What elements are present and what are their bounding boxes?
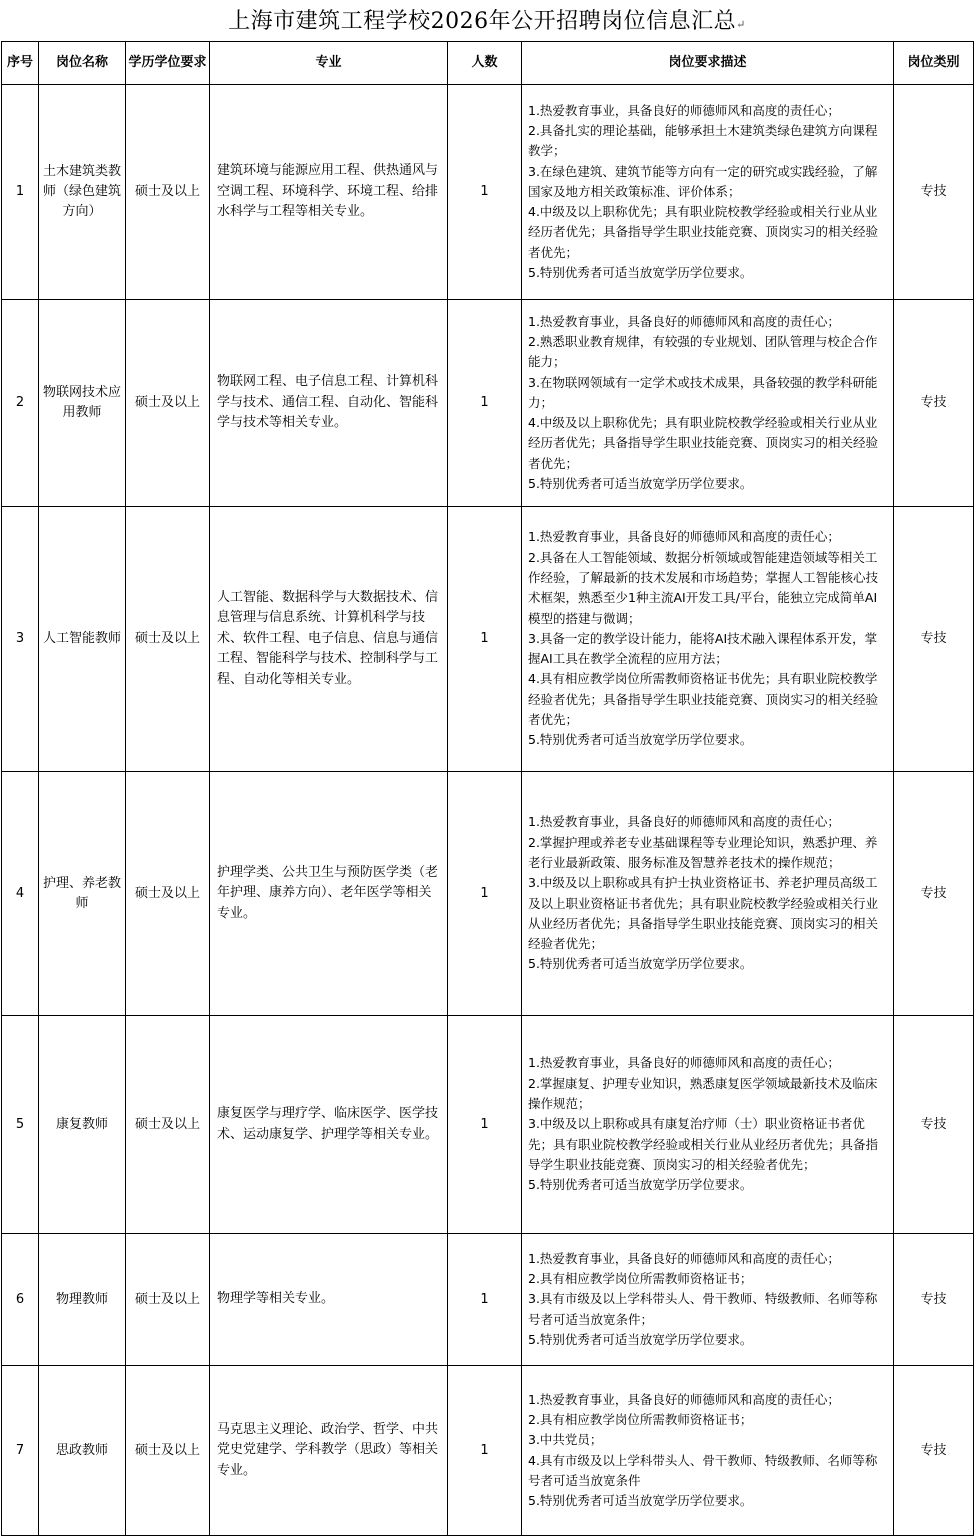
cell-major: 建筑环境与能源应用工程、供热通风与空调工程、环境科学、环境工程、给排水科学与工程等相关专业。 xyxy=(210,85,448,300)
cell-requirements xyxy=(522,1366,894,1536)
header-index: 序号 xyxy=(2,42,39,85)
requirement-item: 2.具备在人工智能领域、数据分析领域或智能建造领域等相关工作经验，了解最新的技术发展和市场趋势；掌握人工智能核心技术框架，熟悉至少1种主流AI开发工具/平台，能独立完成简单AI模型的搭建与微调； xyxy=(528,549,879,626)
requirement-item: 5.特别优秀者可适当放宽学历学位要求。 xyxy=(528,1493,753,1509)
requirement-item: 3.在绿色建筑、建筑节能等方向有一定的研究或实践经验，了解国家及地方相关政策标准、评价体系； xyxy=(528,163,878,199)
requirement-item: 1.热爱教育事业，具备良好的师德师风和高度的责任心； xyxy=(528,1250,840,1266)
table-row xyxy=(2,300,974,507)
requirement-item: 3.中共党员； xyxy=(528,1432,603,1448)
cell-requirements xyxy=(522,1234,894,1366)
cell-degree: 硕士及以上 xyxy=(126,1366,210,1536)
requirement-item: 3.中级及以上职称或具有康复治疗师（士）职业资格证书者优先；具有职业院校教学经验或相关行业从业经历者优先；具备指导学生职业技能竞赛、顶岗实习的相关经验者优先； xyxy=(528,1116,879,1172)
requirement-item: 3.具有市级及以上学科带头人、骨干教师、特级教师、名师等称号者可适当放宽条件； xyxy=(528,1291,878,1327)
cell-index: 7 xyxy=(2,1366,39,1536)
requirement-item: 4.中级及以上职称优先；具有职业院校教学经验或相关行业从业经历者优先；具备指导学生职业技能竞赛、顶岗实习的相关经验者优先； xyxy=(528,204,879,260)
table-row xyxy=(2,85,974,300)
cell-major: 人工智能、数据科学与大数据技术、信息管理与信息系统、计算机科学与技术、软件工程、电子信息、信息与通信工程、智能科学与技术、控制科学与工程、自动化等相关专业。 xyxy=(210,507,448,772)
header-category: 岗位类别 xyxy=(894,42,974,85)
cell-position-name: 康复教师 xyxy=(39,1016,126,1234)
cell-count: 1 xyxy=(448,1016,522,1234)
requirement-item: 1.热爱教育事业，具备良好的师德师风和高度的责任心； xyxy=(528,313,840,329)
table-row xyxy=(2,1016,974,1234)
header-row xyxy=(2,42,974,85)
requirement-item: 4.具有市级及以上学科带头人、骨干教师、特级教师、名师等称号者可适当放宽条件 xyxy=(528,1452,878,1488)
cell-degree: 硕士及以上 xyxy=(126,1016,210,1234)
cell-requirements xyxy=(522,772,894,1016)
cell-requirements xyxy=(522,507,894,772)
requirement-item: 1.热爱教育事业，具备良好的师德师风和高度的责任心； xyxy=(528,1391,840,1407)
cell-position-name: 物联网技术应用教师 xyxy=(39,300,126,507)
paragraph-mark: ↵ xyxy=(736,18,746,31)
cell-requirements xyxy=(522,300,894,507)
cell-requirements xyxy=(522,85,894,300)
requirement-item: 2.掌握康复、护理专业知识，熟悉康复医学领域最新技术及临床操作规范； xyxy=(528,1075,878,1112)
cell-category: 专技 xyxy=(894,507,974,772)
requirement-item: 5.特别优秀者可适当放宽学历学位要求。 xyxy=(528,956,753,972)
cell-position-name: 护理、养老教师 xyxy=(39,772,126,1016)
requirement-item: 4.具有相应教学岗位所需教师资格证书优先；具有职业院校教学经验者优先；具备指导学生职业技能竞赛、顶岗实习的相关经验者优先； xyxy=(528,671,879,728)
cell-degree: 硕士及以上 xyxy=(126,85,210,300)
cell-count: 1 xyxy=(448,772,522,1016)
header-major: 专业 xyxy=(210,42,448,85)
cell-category: 专技 xyxy=(894,1366,974,1536)
cell-index: 1 xyxy=(2,85,39,300)
table-row xyxy=(2,772,974,1016)
requirement-item: 3.具备一定的教学设计能力，能将AI技术融入课程体系开发，掌握AI工具在教学全流程的应用方法； xyxy=(528,630,878,667)
cell-count: 1 xyxy=(448,1234,522,1366)
cell-index: 4 xyxy=(2,772,39,1016)
table-row xyxy=(2,1366,974,1536)
positions-table xyxy=(1,41,974,1536)
cell-degree: 硕士及以上 xyxy=(126,1234,210,1366)
cell-requirements xyxy=(522,1016,894,1234)
requirement-item: 2.具有相应教学岗位所需教师资格证书； xyxy=(528,1271,753,1287)
cell-count: 1 xyxy=(448,507,522,772)
cell-major: 马克思主义理论、政治学、哲学、中共党史党建学、学科教学（思政）等相关专业。 xyxy=(210,1366,448,1536)
cell-index: 6 xyxy=(2,1234,39,1366)
header-count: 人数 xyxy=(448,42,522,85)
requirement-item: 3.在物联网领域有一定学术或技术成果，具备较强的教学科研能力； xyxy=(528,374,878,410)
requirement-item: 4.中级及以上职称优先；具有职业院校教学经验或相关行业从业经历者优先；具备指导学生职业技能竞赛、顶岗实习的相关经验者优先； xyxy=(528,415,879,471)
requirement-item: 5.特别优秀者可适当放宽学历学位要求。 xyxy=(528,265,753,281)
page-title xyxy=(0,0,974,40)
cell-major: 物联网工程、电子信息工程、计算机科学与技术、通信工程、自动化、智能科学与技术等相关专业。 xyxy=(210,300,448,507)
requirement-item: 5.特别优秀者可适当放宽学历学位要求。 xyxy=(528,1331,753,1347)
requirement-item: 2.具备扎实的理论基础，能够承担土木建筑类绿色建筑方向课程教学； xyxy=(528,122,878,159)
cell-position-name: 土木建筑类教师（绿色建筑方向） xyxy=(39,85,126,300)
cell-category: 专技 xyxy=(894,1016,974,1234)
cell-category: 专技 xyxy=(894,772,974,1016)
header-name: 岗位名称 xyxy=(39,42,126,85)
cell-count: 1 xyxy=(448,85,522,300)
cell-degree: 硕士及以上 xyxy=(126,507,210,772)
requirement-item: 2.掌握护理或养老专业基础课程等专业理论知识，熟悉护理、养老行业最新政策、服务标准及智慧养老技术的操作规范； xyxy=(528,834,878,870)
cell-position-name: 物理教师 xyxy=(39,1234,126,1366)
cell-count: 1 xyxy=(448,1366,522,1536)
cell-index: 5 xyxy=(2,1016,39,1234)
cell-index: 2 xyxy=(2,300,39,507)
header-requirements: 岗位要求描述 xyxy=(522,42,894,85)
header-degree: 学历学位要求 xyxy=(126,42,210,85)
table-row xyxy=(2,507,974,772)
requirement-item: 1.热爱教育事业，具备良好的师德师风和高度的责任心； xyxy=(528,1055,840,1071)
requirement-item: 5.特别优秀者可适当放宽学历学位要求。 xyxy=(528,732,753,748)
requirement-item: 3.中级及以上职称或具有护士执业资格证书、养老护理员高级工及以上职业资格证书者优先；具有职业院校教学经验或相关行业从业经历者优先；具备指导学生职业技能竞赛、顶岗实习的相关经验者优先； xyxy=(528,875,879,952)
requirement-item: 2.熟悉职业教育规律，有较强的专业规划、团队管理与校企合作能力； xyxy=(528,333,878,370)
cell-count: 1 xyxy=(448,300,522,507)
cell-position-name: 思政教师 xyxy=(39,1366,126,1536)
cell-degree: 硕士及以上 xyxy=(126,772,210,1016)
cell-major: 康复医学与理疗学、临床医学、医学技术、运动康复学、护理学等相关专业。 xyxy=(210,1016,448,1234)
requirement-item: 1.热爱教育事业，具备良好的师德师风和高度的责任心； xyxy=(528,529,840,545)
cell-category: 专技 xyxy=(894,85,974,300)
title-text: 上海市建筑工程学校2026年公开招聘岗位信息汇总 xyxy=(228,9,737,34)
requirement-item: 2.具有相应教学岗位所需教师资格证书； xyxy=(528,1411,753,1427)
requirement-item: 5.特别优秀者可适当放宽学历学位要求。 xyxy=(528,1177,753,1193)
requirement-item: 1.热爱教育事业，具备良好的师德师风和高度的责任心； xyxy=(528,814,840,830)
cell-category: 专技 xyxy=(894,300,974,507)
cell-position-name: 人工智能教师 xyxy=(39,507,126,772)
table-row xyxy=(2,1234,974,1366)
cell-major: 护理学类、公共卫生与预防医学类（老年护理、康养方向）、老年医学等相关专业。 xyxy=(210,772,448,1016)
cell-degree: 硕士及以上 xyxy=(126,300,210,507)
requirement-item: 1.热爱教育事业，具备良好的师德师风和高度的责任心； xyxy=(528,102,840,118)
cell-index: 3 xyxy=(2,507,39,772)
cell-major: 物理学等相关专业。 xyxy=(210,1234,448,1366)
requirement-item: 5.特别优秀者可适当放宽学历学位要求。 xyxy=(528,476,753,492)
cell-category: 专技 xyxy=(894,1234,974,1366)
